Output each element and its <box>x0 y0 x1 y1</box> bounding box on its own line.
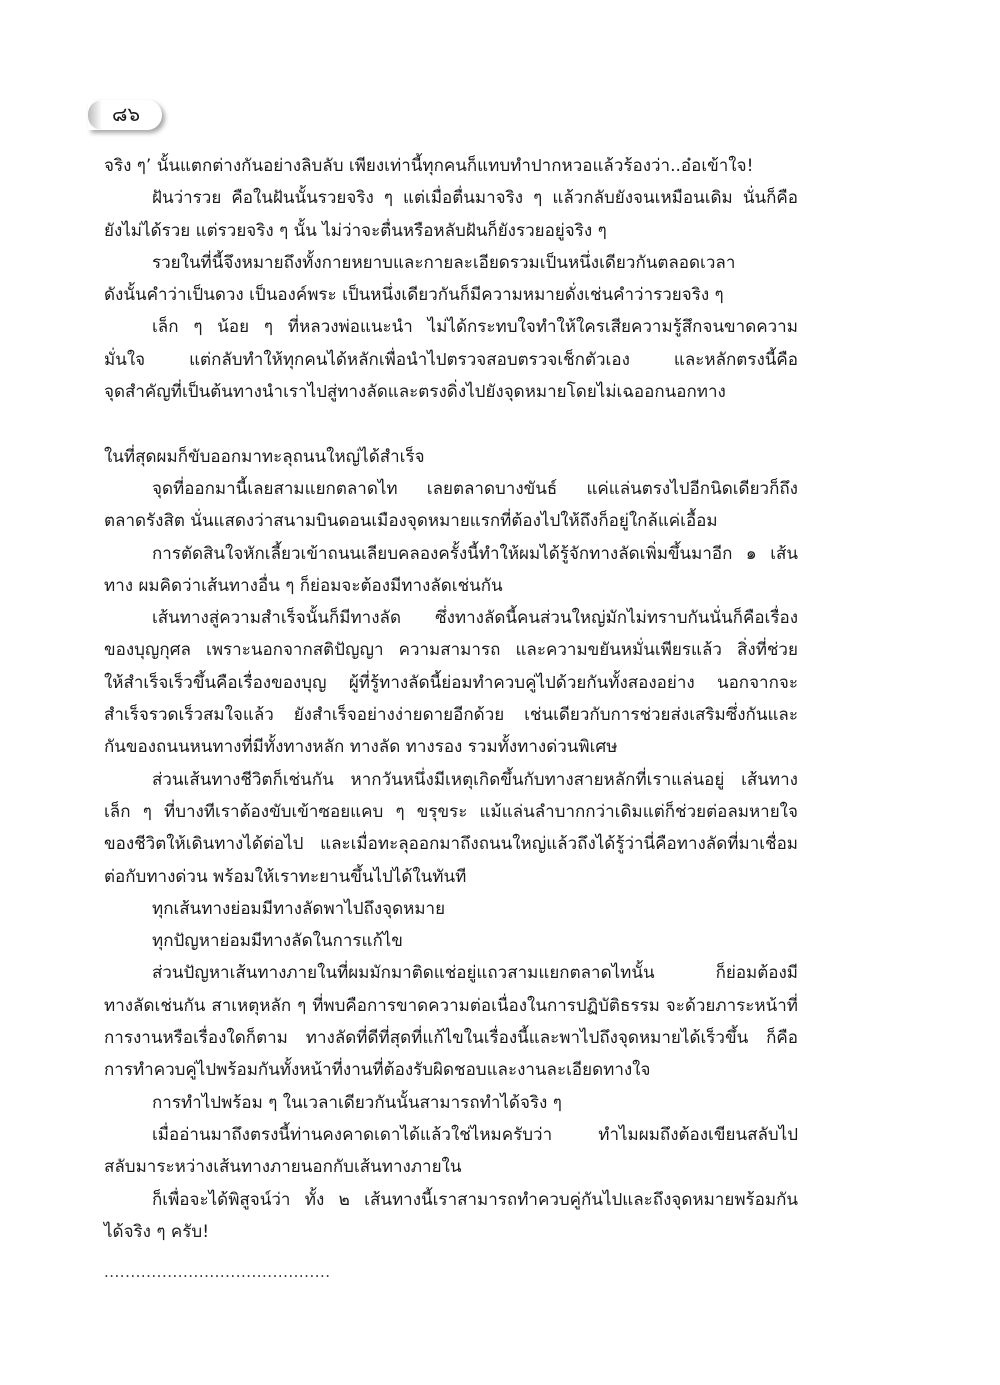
text-line: จริง ๆ’ นั้นแตกต่างกันอย่างลิบลับ เพียงเท่านี้ทุกคนก็แทบทำปากหวอแล้วร้องว่า..อ๋อเข้าใจ! <box>104 156 754 176</box>
text-line: จุดสำคัญที่เป็นต้นทางนำเราไปสู่ทางลัดและตรงดิ่งไปยังจุดหมายโดยไม่เฉออกนอกทาง <box>104 382 726 403</box>
page-number: ๘๖ <box>112 102 141 126</box>
paragraph <box>104 893 798 925</box>
paragraph-gap <box>104 408 798 440</box>
text-line: ทุกปัญหาย่อมมีทางลัดในการแก้ไข <box>152 931 403 952</box>
section-end-dots: ........................................... <box>104 1263 331 1281</box>
text-line: ดังนั้นคำว่าเป็นดวง เป็นองค์พระ เป็นหนึ่งเดียวกันก็มีความหมายดั่งเช่นคำว่ารวยจริง ๆ <box>104 285 724 306</box>
text-line: เล็ก ๆ น้อย ๆ ที่หลวงพ่อแนะนำ ไม่ได้กระทบใจทำให้ใครเสียความรู้สึกจนขาดความ <box>152 317 798 338</box>
text-line: สลับมาระหว่างเส้นทางภายนอกกับเส้นทางภายใน <box>104 1157 462 1178</box>
text-line: ของบุญกุศล เพราะนอกจากสติปัญญา ความสามารถ และความขยันหมั่นเพียรแล้ว สิ่งที่ช่วย <box>104 640 798 661</box>
text-line: เล็ก ๆ ที่บางทีเราต้องขับเข้าซอยแคบ ๆ ขรุขระ แม้แล่นลำบากกว่าเดิมแต่ก็ช่วยต่อลมหายใจ <box>104 801 798 822</box>
text-line: เมื่ออ่านมาถึงตรงนี้ท่านคงคาดเดาได้แล้วใช่ไหมครับว่า ทำไมผมถึงต้องเขียนสลับไป <box>152 1124 798 1145</box>
text-line: เส้นทางสู่ความสำเร็จนั้นก็มีทางลัด ซึ่งทางลัดนี้คนส่วนใหญ่มักไม่ทราบกันนั่นก็คือเรื่อง <box>152 608 798 629</box>
text-line: จุดที่ออกมานี้เลยสามแยกตลาดไท เลยตลาดบางขันธ์ แค่แล่นตรงไปอีกนิดเดียวก็ถึง <box>152 478 798 499</box>
text-line: ในที่สุดผมก็ขับออกมาทะลุถนนใหญ่ได้สำเร็จ <box>104 446 425 467</box>
text-line: ของชีวิตให้เดินทางได้ต่อไป และเมื่อทะลุออกมาถึงถนนใหญ่แล้วถึงได้รู้ว่านี่คือทางลัดที่มาเชื่อม <box>104 834 798 855</box>
text-line: ตลาดรังสิต นั่นแสดงว่าสนามบินดอนเมืองจุดหมายแรกที่ต้องไปให้ถึงก็อยู่ใกล้แค่เอื้อม <box>104 511 718 532</box>
text-line: มั่นใจ แต่กลับทำให้ทุกคนได้หลักเพื่อนำไปตรวจสอบตรวจเช็กตัวเอง และหลักตรงนี้คือ <box>104 349 798 370</box>
text-line: ให้สำเร็จเร็วขึ้นคือเรื่องของบุญ ผู้ที่รู้ทางลัดนี้ย่อมทำควบคู่ไปด้วยกันทั้งสองอย่าง นอกจากจะ <box>104 672 798 693</box>
text-line: การทำไปพร้อม ๆ ในเวลาเดียวกันนั้นสามารถทำได้จริง ๆ <box>152 1092 562 1113</box>
paragraph <box>104 182 798 247</box>
paragraph <box>104 1087 798 1119</box>
text-line: ก็เพื่อจะได้พิสูจน์ว่า ทั้ง ๒ เส้นทางนี้เราสามารถทำควบคู่กันไปและถึงจุดหมายพร้อมกัน <box>152 1189 798 1210</box>
text-line: ส่วนเส้นทางชีวิตก็เช่นกัน หากวันหนึ่งมีเหตุเกิดขึ้นกับทางสายหลักที่เราแล่นอยู่ เส้นทาง <box>152 769 798 790</box>
text-line: ฝันว่ารวย คือในฝันนั้นรวยจริง ๆ แต่เมื่อตื่นมาจริง ๆ แล้วกลับยังจนเหมือนเดิม นั่นก็คือ <box>152 188 798 209</box>
text-line: สำเร็จรวดเร็วสมใจแล้ว ยังสำเร็จอย่างง่ายดายอีกด้วย เช่นเดียวกับการช่วยส่งเสริมซึ่งกันและ <box>104 705 798 726</box>
text-line: ทุกเส้นทางย่อมมีทางลัดพาไปถึงจุดหมาย <box>152 898 446 919</box>
text-line: กันของถนนหนทางที่มีทั้งทางหลัก ทางลัด ทางรอง รวมทั้งทางด่วนพิเศษ <box>104 737 618 758</box>
paragraph <box>104 538 798 603</box>
paragraph <box>104 957 798 1086</box>
text-line: ส่วนปัญหาเส้นทางภายในที่ผมมักมาติดแช่อยู่แถวสามแยกตลาดไทนั้น ก็ย่อมต้องมี <box>152 963 798 984</box>
text-line: การทำควบคู่ไปพร้อมกันทั้งหน้าที่งานที่ต้องรับผิดชอบและงานละเอียดทางใจ <box>104 1060 651 1081</box>
text-line: ได้จริง ๆ ครับ! <box>104 1221 210 1242</box>
paragraph <box>104 150 798 182</box>
paragraph <box>104 925 798 957</box>
paragraph <box>104 1119 798 1184</box>
text-line: การงานหรือเรื่องใดก็ตาม ทางลัดที่ดีที่สุดที่แก้ไขในเรื่องนี้และพาไปถึงจุดหมายได้เร็วขึ้น ก็คือ <box>104 1028 798 1049</box>
text-line: ต่อกับทางด่วน พร้อมให้เราทะยานขึ้นไปได้ในทันที <box>104 866 467 887</box>
paragraph <box>104 247 798 312</box>
paragraph <box>104 764 798 893</box>
text-line: ทาง ผมคิดว่าเส้นทางอื่น ๆ ก็ย่อมจะต้องมีทางลัดเช่นกัน <box>104 575 503 596</box>
paragraph <box>104 311 798 408</box>
paragraph <box>104 441 798 473</box>
paragraph <box>104 1184 798 1249</box>
paragraph <box>104 602 798 763</box>
text-line: ทางลัดเช่นกัน สาเหตุหลัก ๆ ที่พบคือการขาดความต่อเนื่องในการปฏิบัติธรรม จะด้วยภาระหน้าที่ <box>104 995 798 1016</box>
text-line: ยังไม่ได้รวย แต่รวยจริง ๆ นั้น ไม่ว่าจะตื่นหรือหลับฝันก็ยังรวยอยู่จริง ๆ <box>104 220 607 241</box>
text-line: รวยในที่นี้จึงหมายถึงทั้งกายหยาบและกายละเอียดรวมเป็นหนึ่งเดียวกันตลอดเวลา <box>152 252 736 273</box>
paragraph <box>104 473 798 538</box>
body-text <box>104 150 798 1248</box>
text-line: การตัดสินใจหักเลี้ยวเข้าถนนเลียบคลองครั้งนี้ทำให้ผมได้รู้จักทางลัดเพิ่มขึ้นมาอีก ๑ เส้น <box>152 543 798 564</box>
